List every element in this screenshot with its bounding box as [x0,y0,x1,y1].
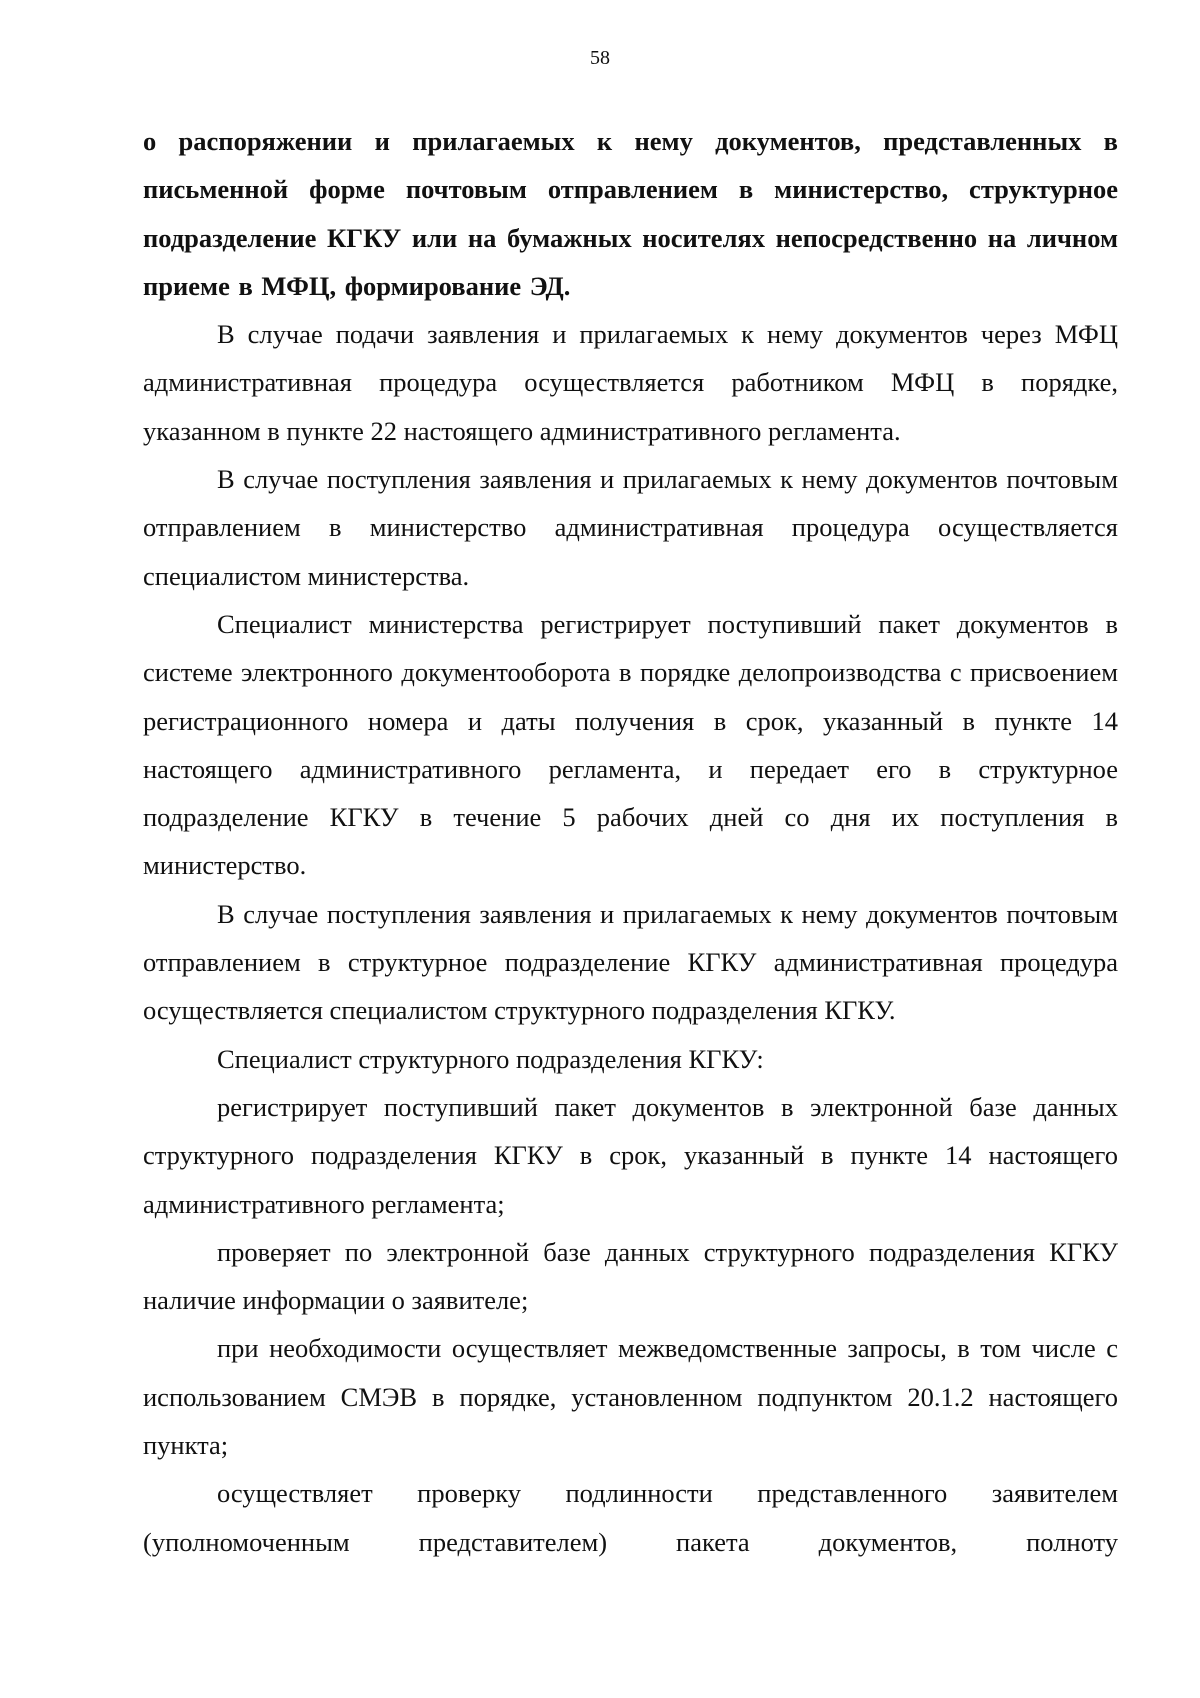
page-number: 58 [590,47,610,69]
paragraph: при необходимости осуществляет межведомственные запросы, в том числе с использованием СМЭВ в порядке, установленном подпунктом 20.1.2 настоящего пункта; [143,1333,1118,1461]
paragraph: осуществляет проверку подлинности представленного заявителем (уполномоченным представителем) пакета документов, полноту [143,1478,1118,1557]
paragraph: регистрирует поступивший пакет документов в электронной базе данных структурного подразделения КГКУ в срок, указанный в пункте 14 настоящего административного регламента; [143,1091,1118,1219]
paragraph: В случае поступления заявления и прилагаемых к нему документов почтовым отправлением в министерство административная процедура осуществляется специалистом министерства. [143,464,1118,591]
paragraph: Специалист структурного подразделения КГКУ: [217,1043,764,1074]
document-body [143,117,1118,1566]
paragraph: проверяет по электронной базе данных структурного подразделения КГКУ наличие информации о заявителе; [143,1236,1118,1316]
paragraph: В случае поступления заявления и прилагаемых к нему документов почтовым отправлением в структурное подразделение КГКУ административная процедура осуществляется специалистом структурного подразделения КГКУ. [143,898,1118,1026]
paragraph: Специалист министерства регистрирует поступивший пакет документов в системе электронного документооборота в порядке делопроизводства с присвоением регистрационного номера и даты получения в срок, указанный в пункте 14 настоящего административного регламента, и передает его в структурное подразделение КГКУ в течение 5 рабочих дней со дня их поступления в министерство. [143,608,1118,881]
section-heading: о распоряжении и прилагаемых к нему документов, представленных в письменной форме почтовым отправлением в министерство, структурное подразделение КГКУ или на бумажных носителях непосредственно на личном приеме в МФЦ, формирование ЭД. [143,126,1118,301]
paragraph: В случае подачи заявления и прилагаемых к нему документов через МФЦ административная процедура осуществляется работником МФЦ в порядке, указанном в пункте 22 настоящего административного регламента. [143,319,1118,446]
